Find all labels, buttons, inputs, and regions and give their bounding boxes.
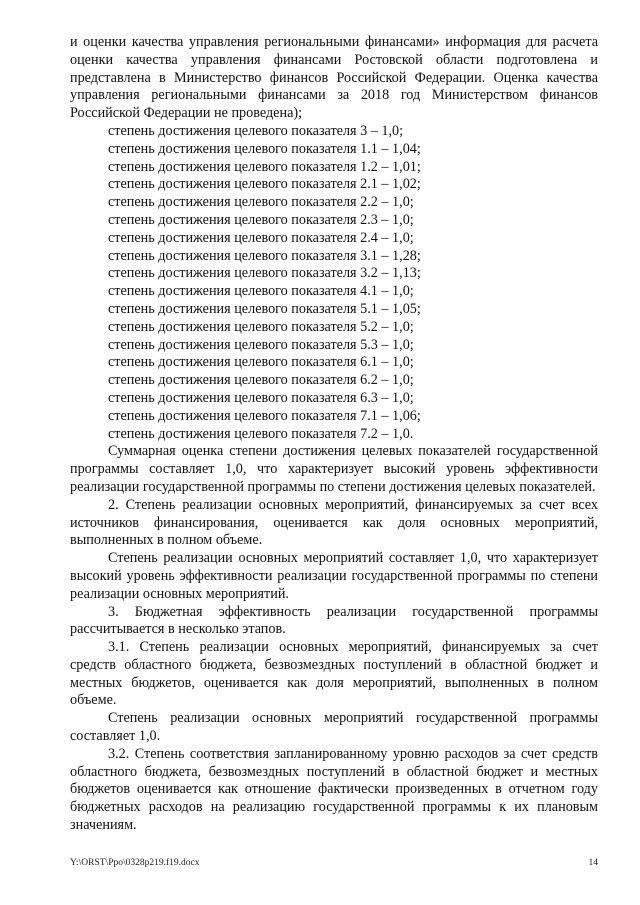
page-footer: [70, 858, 598, 868]
indicator-item: степень достижения целевого показателя 3.1 – 1,28;: [108, 247, 421, 264]
section-2-result-paragraph: Степень реализации основных мероприятий составляет 1,0, что характеризует высокий уровень эффективности реализации государственной программы по степени реализации основных мероприятий.: [70, 550, 598, 602]
indicator-item: степень достижения целевого показателя 5.1 – 1,05;: [108, 300, 421, 317]
indicator-item: степень достижения целевого показателя 6.2 – 1,0;: [108, 372, 414, 389]
file-path: Y:\ORST\Ppo\0328p219.f19.docx: [70, 858, 200, 868]
indicator-item: степень достижения целевого показателя 7.2 – 1,0.: [108, 425, 414, 442]
indicator-item: степень достижения целевого показателя 2.4 – 1,0;: [108, 229, 414, 246]
indicator-item: степень достижения целевого показателя 3.2 – 1,13;: [108, 265, 421, 282]
summary-paragraph: Суммарная оценка степени достижения целевых показателей государственной программы составляет 1,0, что характеризует высокий уровень эффективности реализации государственной программы по степени достижения целевых показателей.: [70, 443, 598, 495]
indicator-item: степень достижения целевого показателя 6.3 – 1,0;: [108, 389, 414, 406]
document-body: [70, 34, 598, 835]
indicator-item: степень достижения целевого показателя 2.1 – 1,02;: [108, 176, 421, 193]
indicator-item: степень достижения целевого показателя 1.1 – 1,04;: [108, 140, 421, 157]
indicator-item: степень достижения целевого показателя 4.1 – 1,0;: [108, 283, 414, 300]
page-number: 14: [588, 858, 598, 868]
section-3-1-result-paragraph: Степень реализации основных мероприятий государственной программы составляет 1,0.: [70, 710, 598, 745]
indicator-item: степень достижения целевого показателя 1.2 – 1,01;: [108, 158, 421, 175]
indicator-item: степень достижения целевого показателя 3 – 1,0;: [108, 122, 404, 139]
section-3-paragraph: 3. Бюджетная эффективность реализации государственной программы рассчитывается в несколько этапов.: [70, 603, 598, 638]
indicator-item: степень достижения целевого показателя 2.3 – 1,0;: [108, 211, 414, 228]
indicator-list: [70, 123, 598, 443]
section-3-1-paragraph: 3.1. Степень реализации основных мероприятий, финансируемых за счет средств областного бюджета, безвозмездных поступлений в областной бюджет и местных бюджетов, оценивается как доля мероприятий, выполненных в полном объеме.: [70, 639, 598, 709]
indicator-item: степень достижения целевого показателя 2.2 – 1,0;: [108, 194, 414, 211]
indicator-item: степень достижения целевого показателя 7.1 – 1,06;: [108, 407, 421, 424]
continuation-paragraph: и оценки качества управления региональными финансами» информация для расчета оценки качества управления финансами Ростовской области подготовлена и представлена в Министерство финансов Российской Федерации. Оценка качества управления региональными финансами за 2018 год Министерством финансов Российской Федерации не проведена);: [70, 34, 598, 122]
indicator-item: степень достижения целевого показателя 5.3 – 1,0;: [108, 336, 414, 353]
indicator-item: степень достижения целевого показателя 6.1 – 1,0;: [108, 354, 414, 371]
indicator-item: степень достижения целевого показателя 5.2 – 1,0;: [108, 318, 414, 335]
section-3-2-paragraph: 3.2. Степень соответствия запланированному уровню расходов за счет средств областного бюджета, безвозмездных поступлений в областной бюджет и местных бюджетов оценивается как отношение фактически произведенных в отчетном году бюджетных расходов на реализацию государственной программы к их плановым значениям.: [70, 745, 598, 834]
section-2-paragraph: 2. Степень реализации основных мероприятий, финансируемых за счет всех источников финансирования, оценивается как доля основных мероприятий, выполненных в полном объеме.: [70, 496, 598, 549]
